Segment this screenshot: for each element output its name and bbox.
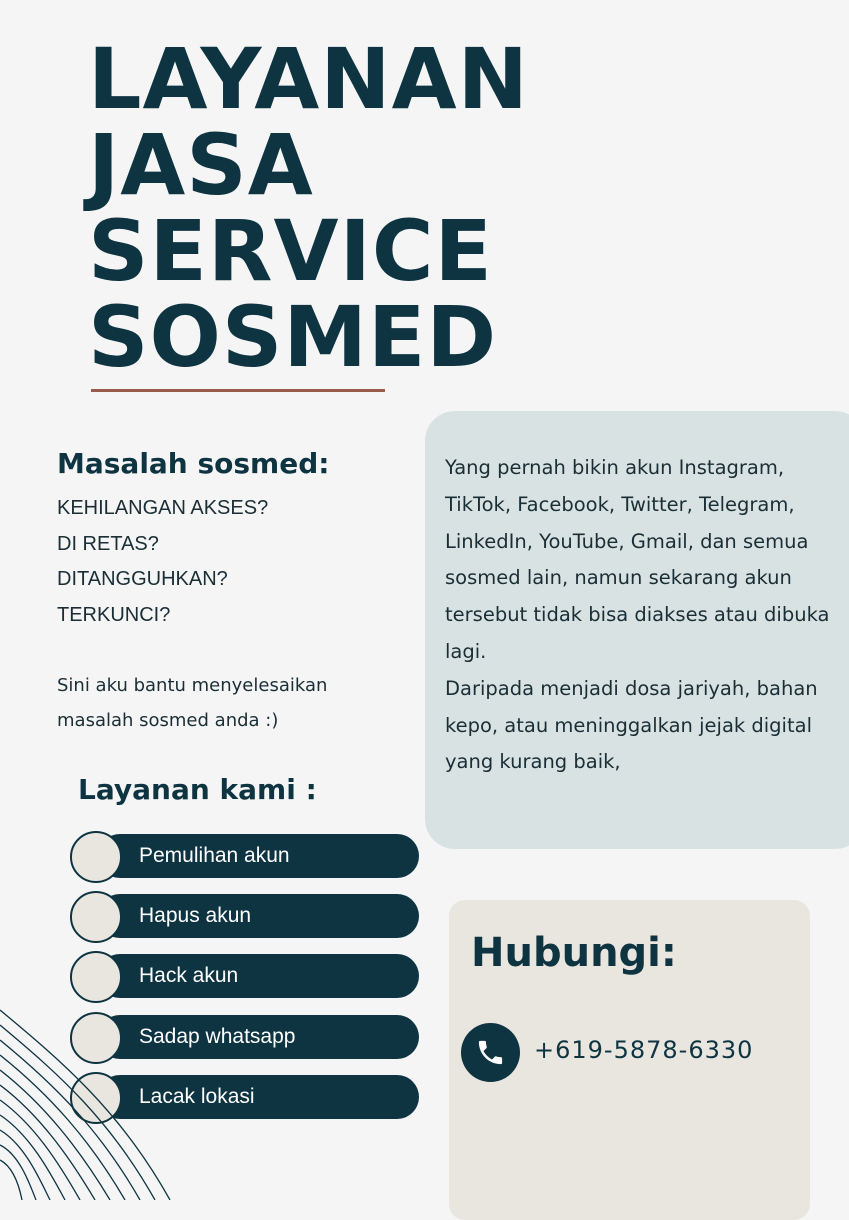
service-label: Hapus akun xyxy=(139,904,252,927)
service-label: Sadap whatsapp xyxy=(139,1025,296,1048)
problem-item: TERKUNCI? xyxy=(57,603,171,626)
service-bullet-circle xyxy=(70,831,122,883)
decorative-wave-lines xyxy=(0,1000,240,1200)
service-item-pemulihan-akun xyxy=(70,834,419,878)
title-line-1: LAYANAN xyxy=(88,30,529,128)
service-label: Lacak lokasi xyxy=(139,1085,255,1108)
title-underline xyxy=(91,389,385,392)
problem-item: DITANGGUHKAN? xyxy=(57,568,228,590)
problem-item: KEHILANGAN AKSES? xyxy=(57,497,269,519)
service-bullet-circle xyxy=(70,891,122,943)
phone-icon xyxy=(461,1023,520,1082)
services-heading: Layanan kami : xyxy=(78,773,317,806)
problems-heading: Masalah sosmed: xyxy=(57,447,330,480)
page-title xyxy=(88,30,529,386)
service-item-hapus-akun xyxy=(70,894,419,938)
info-paragraph-1: Yang pernah bikin akun Instagram, TikTok, Facebook, Twitter, Telegram, LinkedIn, YouTube, Gmail, dan semua sosmed lain, namun sekarang akun tersebut tidak bisa diakses atau dibuka lagi. xyxy=(445,456,830,663)
help-text: Sini aku bantu menyelesaikan masalah sosmed anda :) xyxy=(57,675,328,731)
phone-number[interactable]: +619-5878-6330 xyxy=(534,1036,754,1064)
contact-heading: Hubungi: xyxy=(471,930,677,976)
title-line-3: SERVICE xyxy=(88,202,493,300)
service-label: Hack akun xyxy=(139,964,239,987)
problem-item: DI RETAS? xyxy=(57,532,159,555)
problems-list xyxy=(57,491,268,633)
title-line-4: SOSMED xyxy=(88,288,498,386)
title-line-2: JASA xyxy=(88,116,314,214)
info-text xyxy=(445,450,845,781)
info-paragraph-2: Daripada menjadi dosa jariyah, bahan kepo, atau meninggalkan jejak digital yang kurang baik, xyxy=(445,676,818,774)
service-item-hack-akun xyxy=(70,954,419,998)
service-label: Pemulihan akun xyxy=(139,844,290,867)
service-bullet-circle xyxy=(70,951,122,1003)
